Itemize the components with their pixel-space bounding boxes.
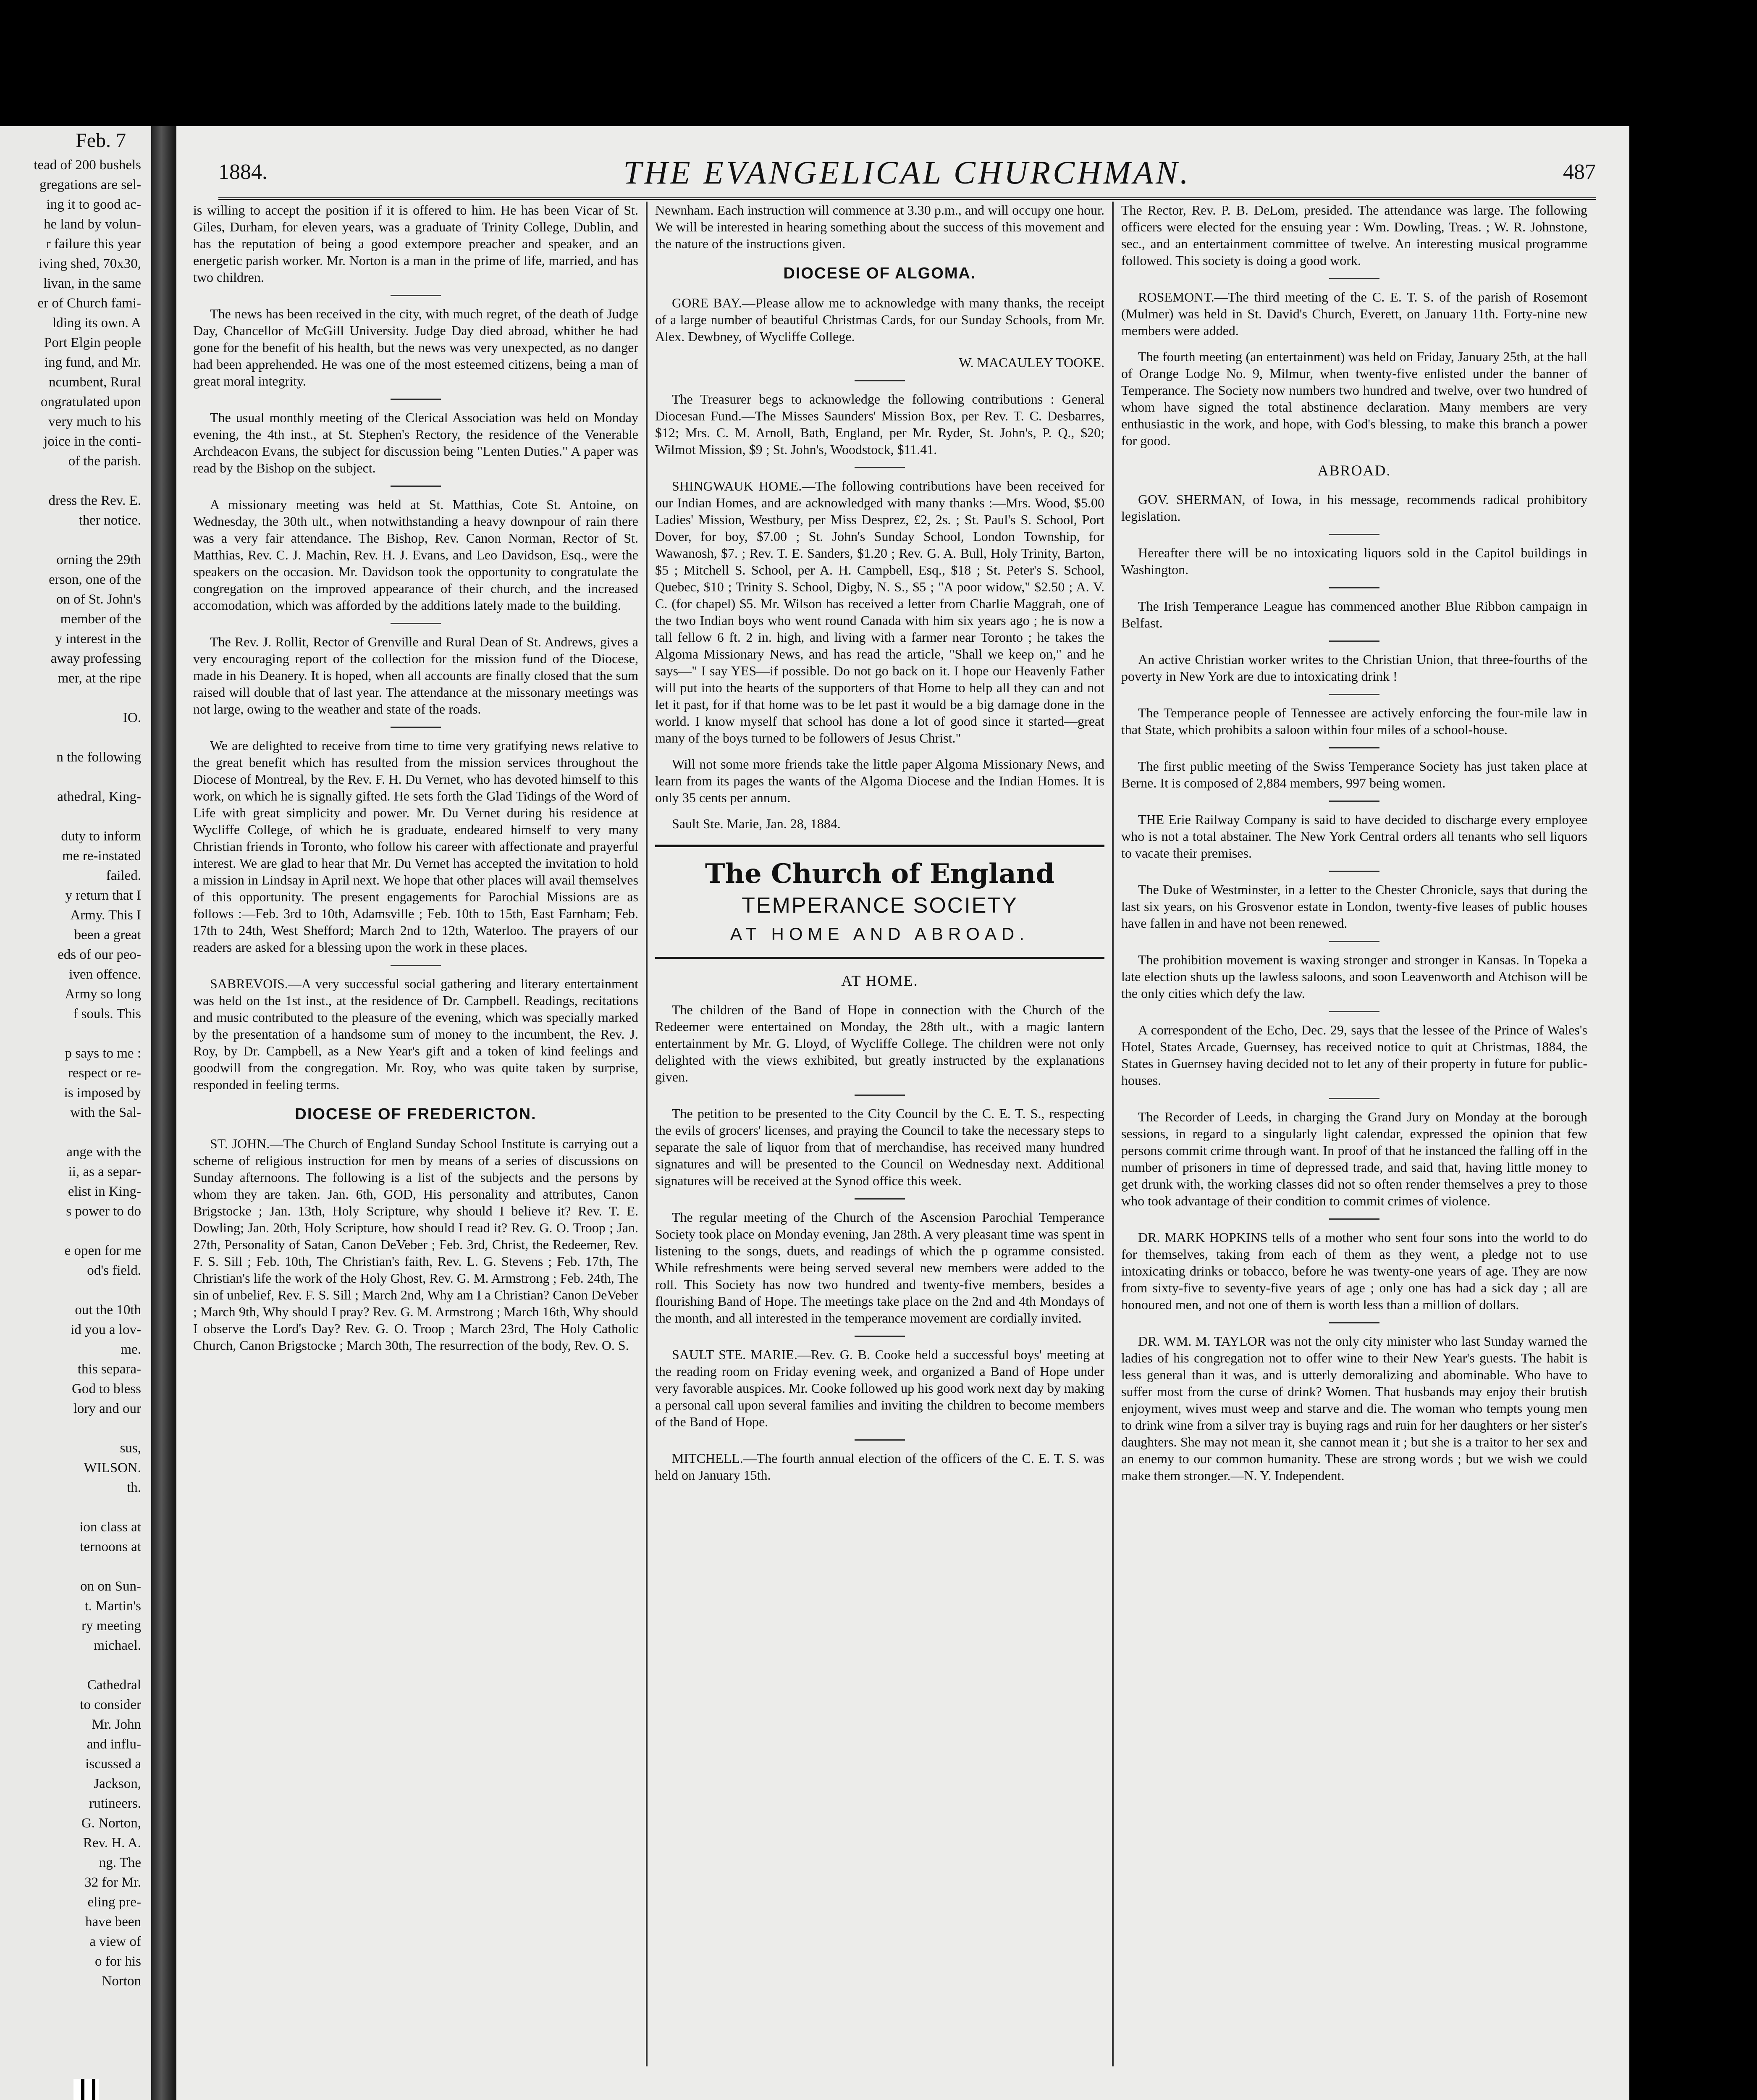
article-paragraph: The fourth meeting (an entertainment) was held on Friday, January 25th, at the hall of Orange Lodge No. 9, Milmur, when twenty-five enlisted under the banner of Temperance. The Society now numbers two hundred and twelve, over two hundred of whom have signed the total abstinence declaration. Many members are very enthusiastic in the work, and hope, with God's blessing, to make this branch a power for good. <box>1121 349 1587 448</box>
facing-page-line: respect or re- <box>68 1066 141 1081</box>
facing-page-line: Mr. John <box>92 1717 141 1732</box>
facing-page-line: y interest in the <box>55 631 141 646</box>
article-paragraph: MITCHELL.—The fourth annual election of the officers of the C. E. T. S. was held on January 15th. <box>655 1451 1104 1483</box>
facing-page-line: of the parish. <box>68 454 141 469</box>
line-gap <box>0 1419 151 1438</box>
line-gap <box>0 728 151 748</box>
dateline: Sault Ste. Marie, Jan. 28, 1884. <box>672 816 841 831</box>
facing-page-line: r failure this year <box>46 236 141 252</box>
facing-page-line: away professing <box>50 651 141 666</box>
facing-page-line: Rev. H. A. <box>83 1835 141 1851</box>
page-number: 487 <box>1563 160 1596 184</box>
line-gap <box>0 688 151 708</box>
facing-page-line: ange with the <box>66 1144 141 1160</box>
facing-page-line: michael. <box>94 1638 141 1653</box>
article-paragraph: A correspondent of the Echo, Dec. 29, says that the lessee of the Prince of Wales's Hotel, States Arcade, Guernsey, has received notice to quit at Christmas, 1884, the States in Guernsey having decided not to let any of their property in future for public-houses. <box>1121 1022 1587 1088</box>
facing-page-line: with the Sal- <box>70 1105 141 1120</box>
facing-page-line: dress the Rev. E. <box>48 493 141 508</box>
facing-page-line: Port Elgin people <box>44 335 141 350</box>
column-rule <box>646 202 648 2066</box>
facing-page-line: me re-instated <box>62 848 141 864</box>
line-gap <box>0 1024 151 1044</box>
facing-page-line: er of Church fami- <box>37 296 141 311</box>
facing-page-line: ion class at <box>79 1520 141 1535</box>
facing-page-line: on of St. John's <box>56 592 141 607</box>
facing-page-line: t. Martin's <box>84 1599 141 1614</box>
facing-page-line: been a great <box>74 927 141 942</box>
facing-page-line: s power to do <box>66 1204 141 1219</box>
line-gap <box>0 530 151 550</box>
facing-page-line: on on Sun- <box>80 1579 141 1594</box>
separator <box>1329 941 1379 942</box>
facing-page-line: WILSON. <box>84 1460 141 1475</box>
facing-page-lines <box>0 155 151 1991</box>
signature: W. MACAULEY TOOKE. <box>959 355 1104 370</box>
separator <box>391 295 441 296</box>
facing-page-line: to consider <box>80 1697 141 1712</box>
facing-page-line: ing fund, and Mr. <box>44 355 141 370</box>
article-paragraph: Will not some more friends take the little paper Algoma Missionary News, and learn from its pages the wants of the Algoma Diocese and the Indian Homes. It is only 35 cents per annum. <box>655 756 1104 805</box>
facing-page-line: livan, in the same <box>43 276 141 291</box>
separator <box>1329 640 1379 642</box>
column-2 <box>655 202 1104 2066</box>
separator <box>1329 1322 1379 1323</box>
facing-page-line: ncumbent, Rural <box>49 375 141 390</box>
facing-page-header: Feb. 7 <box>76 129 126 152</box>
banner-subtitle: TEMPERANCE SOCIETY <box>742 893 1018 918</box>
facing-page-line: gregations are sel- <box>39 177 141 192</box>
facing-page-line: rutineers. <box>89 1796 141 1811</box>
section-heading: AT HOME. <box>841 972 918 989</box>
page-header <box>218 151 1596 200</box>
masthead-title: THE EVANGELICAL CHURCHMAN. <box>623 154 1191 191</box>
article-paragraph: DR. WM. M. TAYLOR was not the only city minister who last Sunday warned the ladies of his congregation not to offer wine to their New Year's guests. The habit is less general than it was, and is utterly demoralizing and abominable. Who have to suffer most from the curse of drink? Women. That husbands may enjoy their brutish enjoyment, wives must weep and starve and die. The woman who tempts young men to drink wine from a silver tray is buying rags and ruin for her daughters or her sister's daughters. She may not mean it, she cannot mean it ; but she is a traitor to her sex and an enemy to our common humanity. These are strong words ; but we wish we could make them stronger.—N. Y. Independent. <box>1121 1334 1587 1483</box>
article-paragraph: ROSEMONT.—The third meeting of the C. E. T. S. of the parish of Rosemont (Mulmer) was held in St. David's Church, Everett, on January 11th. Forty-nine new members were added. <box>1121 289 1587 338</box>
facing-page-line: f souls. This <box>73 1006 141 1021</box>
article-paragraph: is willing to accept the position if it is offered to him. He has been Vicar of St. Giles, Durham, for eleven years, was a graduate of Trinity College, Dublin, and has the reputation of being a good extempore preacher and speaker, and an energetic parish worker. Mr. Norton is a man in the prime of life, married, and has two children. <box>193 202 638 285</box>
article-paragraph: The Duke of Westminster, in a letter to the Chester Chronicle, says that during the last six years, on his Grosvenor estate in London, twenty-five leases of public houses have fallen in and have not been renewed. <box>1121 882 1587 931</box>
article-paragraph: The news has been received in the city, with much regret, of the death of Judge Day, Chancellor of McGill University. Judge Day died abroad, whither he had gone for the benefit of his health, but the news was very unexpected, as no danger had been apprehended. He was one of the most esteemed citizens, being a man of great moral integrity. <box>193 306 638 388</box>
facing-page-line: God to bless <box>72 1381 141 1396</box>
article-paragraph: SHINGWAUK HOME.—The following contributions have been received for our Indian Homes, and are acknowledged with many thanks :—Mrs. Wood, $5.00 Ladies' Mission, Westbury, per Miss Desprez, £2, 2s. ; St. Paul's S. School, Port Dover, for boy, $7.00 ; St. John's Sunday School, London Township, for Wawanosh, $7. ; Rev. T. E. Sanders, $1.20 ; Rev. G. A. Bull, Holy Trinity, Barton, $5 ; Mitchell S. School, per A. H. Campbell, Esq., $18 ; St. Peter's S. School, Quebec, $10 ; Trinity S. School, Digby, N. S., $5 ; "A poor widow," $2.50 ; A. V. C. (for chapel) $5. Mr. Wilson has received a letter from Charlie Maggrah, one of the two Indian boys who went round Canada with him six years ago ; he is now a tall fellow 6 ft. 2 in. high, and living with a farmer near Toronto ; he takes the Algoma Missionary News, and has read the article, "Shall we keep on," and he says—" I say YES—if possible. Do not go back on it. I hope our Heavenly Father will put into the hearts of the supporters of that Home to help all they can and not let it past, for if that home was to be let past it would be a big damage done in the world. I know myself that school has done a lot of good since it started—great many of the boys turned to be followers of Jesus Christ." <box>655 478 1104 746</box>
section-heading: DIOCESE OF FREDERICTON. <box>295 1105 537 1123</box>
facing-page-line: eds of our peo- <box>58 947 141 962</box>
facing-page-line: iving shed, 70x30, <box>39 256 141 271</box>
section-heading: DIOCESE OF ALGOMA. <box>783 265 976 282</box>
article-paragraph: The prohibition movement is waxing stronger and stronger in Kansas. In Topeka a late election shuts up the lawless saloons, and soon Leavenworth and Atchison will be the only cities which defy the law. <box>1121 952 1587 1001</box>
article-paragraph: The Irish Temperance League has commenced another Blue Ribbon campaign in Belfast. <box>1121 598 1587 630</box>
separator <box>391 399 441 400</box>
facing-page-line: e open for me <box>64 1243 141 1258</box>
section-heading: ABROAD. <box>1317 462 1391 479</box>
separator <box>1329 694 1379 695</box>
article-paragraph: ST. JOHN.—The Church of England Sunday School Institute is carrying out a scheme of religious instruction for men by means of a series of discussions on Sunday afternoons. The following is a list of the subjects and the persons by whom they are taken. Jan. 6th, GOD, His personality and attributes, Canon Brigstocke ; Jan. 13th, Holy Scripture, why should I believe it? Rev. T. E. Dowling; Jan. 20th, Holy Scripture, how should I read it? Rev. G. O. Troop ; Jan. 27th, Personality of Satan, Canon DeVeber ; Feb. 3rd, Christ, the Redeemer, Rev. F. S. Sill ; Feb. 10th, The Christian's faith, Rev. L. G. Stevens ; Feb. 17th, The Christian's life the work of the Holy Ghost, Rev. G. M. Armstrong ; Feb. 24th, The sin of unbelief, Rev. F. S. Sill ; March 2nd, Why am I a Christian? Canon DeVeber ; March 9th, Why should I pray? Rev. G. M. Armstrong ; March 16th, Why should I observe the Lord's Day? Rev. G. O. Troop ; March 23rd, The Holy Catholic Church, Canon Brigstocke ; March 30th, The resurrection of the body, Rev. O. S. <box>193 1136 638 1353</box>
line-gap <box>0 1123 151 1142</box>
column-rule <box>1112 202 1114 2066</box>
facing-page-line: ng. The <box>99 1855 141 1870</box>
facing-page-line: G. Norton, <box>81 1816 141 1831</box>
line-gap <box>0 471 151 491</box>
facing-page-line: Army. This I <box>70 908 141 923</box>
newspaper-page <box>176 126 1629 2100</box>
facing-page-line: very much to his <box>48 414 141 429</box>
article-paragraph: DR. MARK HOPKINS tells of a mother who sent four sons into the world to do for themselves, taking from each of them as they went, a pledge not to use intoxicating drinks or tobacco, before he was twenty-one years of age. They are now from sixty-five to seventy-five years of age ; only one has had a sick day ; all are honoured men, and not one of them is worth less than a million of dollars. <box>1121 1230 1587 1312</box>
facing-page-line: athedral, King- <box>57 789 141 804</box>
article-paragraph: Newnham. Each instruction will commence at 3.30 p.m., and will occupy one hour. We will be interested in hearing something about the success of this movement and the nature of the instructions given. <box>655 202 1104 251</box>
facing-page-line: id you a lov- <box>71 1322 141 1337</box>
header-date: 1884. <box>218 160 267 184</box>
line-gap <box>0 1281 151 1300</box>
separator <box>1329 747 1379 748</box>
separator <box>1329 1218 1379 1220</box>
banner-tagline: AT HOME AND ABROAD. <box>730 924 1029 944</box>
facing-page-line: Army so long <box>65 987 141 1002</box>
separator <box>855 380 905 381</box>
column-3 <box>1121 202 1587 2066</box>
facing-page-line: this separa- <box>77 1362 141 1377</box>
facing-page-line: iven offence. <box>69 967 141 982</box>
separator <box>855 467 905 468</box>
article-paragraph: The Treasurer begs to acknowledge the following contributions : General Diocesan Fund.—The Misses Saunders' Mission Box, per Rev. T. C. Desbarres, $12; Mrs. C. M. Arnoll, Bath, England, per Mr. Ryder, St. John's, P. Q., $20; Wilmot Mission, $9 ; St. John's, Woodstock, $11.41. <box>655 391 1104 457</box>
facing-page-fragment <box>0 126 151 2100</box>
facing-page-line: me. <box>121 1342 141 1357</box>
facing-page-line: Norton <box>102 1974 141 1989</box>
line-gap <box>0 1557 151 1577</box>
facing-page-line: ther notice. <box>79 513 141 528</box>
separator <box>855 1198 905 1200</box>
separator <box>1329 587 1379 588</box>
facing-page-line: elist in King- <box>68 1184 141 1199</box>
article-paragraph: GORE BAY.—Please allow me to acknowledge with many thanks, the receipt of a large number of beautiful Christmas Cards, for our Sunday Schools, from Mr. Alex. Dewbney, of Wycliffe College. <box>655 295 1104 344</box>
facing-page-line: he land by volun- <box>44 217 141 232</box>
line-gap <box>0 1498 151 1517</box>
facing-page-line: duty to inform <box>61 829 141 844</box>
facing-page-line: joice in the conti- <box>44 434 141 449</box>
article-paragraph: SAULT STE. MARIE.—Rev. G. B. Cooke held a successful boys' meeting at the reading room on Friday evening week, and organized a Band of Hope under very favorable auspices. Mr. Cooke followed up his good work next day by making a personal call upon several families and inviting the children to become members of the Band of Hope. <box>655 1347 1104 1429</box>
separator <box>855 1095 905 1096</box>
article-paragraph: GOV. SHERMAN, of Iowa, in his message, recommends radical prohibitory legislation. <box>1121 492 1587 524</box>
film-edge-mark <box>73 2079 99 2100</box>
article-paragraph: THE Erie Railway Company is said to have decided to discharge every employee who is not a total abstainer. The New York Central orders all tenants who sell liquors to vacate their premises. <box>1121 812 1587 861</box>
facing-page-line: out the 10th <box>75 1302 141 1318</box>
facing-page-line: o for his <box>95 1954 141 1969</box>
facing-page-line: n the following <box>56 750 141 765</box>
facing-page-line: member of the <box>60 612 141 627</box>
separator <box>1329 871 1379 872</box>
article-paragraph: An active Christian worker writes to the Christian Union, that three-fourths of the poverty in New York are due to intoxicating drink ! <box>1121 652 1587 684</box>
facing-page-line: orning the 29th <box>56 552 141 567</box>
separator <box>1329 278 1379 279</box>
facing-page-line: IO. <box>123 710 141 725</box>
facing-page-line: ing it to good ac- <box>46 197 141 212</box>
line-gap <box>0 767 151 787</box>
separator <box>1329 801 1379 802</box>
separator <box>855 1336 905 1337</box>
facing-page-line: th. <box>127 1480 141 1495</box>
column-1 <box>193 202 638 2066</box>
facing-page-line: ongratulated upon <box>40 394 141 410</box>
facing-page-line: mer, at the ripe <box>58 671 141 686</box>
facing-page-line: ry meeting <box>81 1618 141 1633</box>
article-paragraph: SABREVOIS.—A very successful social gathering and literary entertainment was held on the 1st inst., at the residence of Dr. Campbell. Readings, recitations and music contributed to the pleasure of the evening, which was specially marked by the presentation of a handsome sum of money to the incumbent, the Rev. J. Roy, by Dr. Campbell, as a New Year's gift and a token of kind feelings and goodwill from the congregation. Mr. Roy, who was quite taken by surprise, responded in feeling terms. <box>193 976 638 1092</box>
separator <box>391 965 441 966</box>
facing-page-line: and influ- <box>87 1737 141 1752</box>
separator <box>1329 534 1379 535</box>
separator <box>391 623 441 624</box>
facing-page-line: a view of <box>89 1934 141 1949</box>
facing-page-line: lding its own. A <box>52 315 141 331</box>
separator <box>1329 1098 1379 1099</box>
line-gap <box>0 1656 151 1675</box>
article-paragraph: We are delighted to receive from time to time very gratifying news relative to the great benefit which has resulted from the mission services throughout the Diocese of Montreal, by the Rev. F. H. Du Vernet, who has devoted himself to this work, on which he is signally gifted. He sets forth the Glad Tidings of the Word of Life with great simplicity and power. Mr. Du Vernet during his residence at Wycliffe College, of which he is graduate, endeared himself to very many Christian friends in Toronto, who follow his career with affectionate and prayerful interest. We are glad to hear that Mr. Du Vernet has accepted the invitation to hold a mission in Lindsay in April next. We hope that other places will avail themselves of this opportunity. The present engagements for Parochial Missions are as follows :—Feb. 3rd to 10th, Adamsville ; Feb. 10th to 15th, East Farnham; Feb. 17th to 24th, West Shefford; March 2nd to 12th, Waterloo. The prayers of our readers are asked for a blessing upon the work in these places. <box>193 738 638 955</box>
facing-page-line: ii, as a separ- <box>68 1164 141 1179</box>
article-paragraph: The Recorder of Leeds, in charging the Grand Jury on Monday at the borough sessions, in regard to a singularly light calendar, expressed the opinion that few persons commit crime through want. In proof of that he instanced the falling off in the number of prisoners in time of depressed trade, and said that, having little money to get drunk with, the working classes did not so often render themselves a prey to those who took advantage of their condition to commit crimes of violence. <box>1121 1109 1587 1208</box>
separator <box>391 486 441 487</box>
facing-page-line: tead of 200 bushels <box>34 158 141 173</box>
article-paragraph: A missionary meeting was held at St. Matthias, Cote St. Antoine, on Wednesday, the 30th ult., when notwithstanding a heavy downpour of rain there was a very fair attendance. The Bishop, Rev. Canon Norman, Rector of St. Matthias, Rev. C. J. Machin, Rev. H. J. Evans, and Leo Davidson, Esq., were the speakers on the occasion. Mr. Davidson took the opportunity to congratulate the congregation on the improved appearance of their church, and the increased accomodation, which was afforded by the additions lately made to the building. <box>193 497 638 613</box>
line-gap <box>0 1221 151 1241</box>
article-paragraph: The Temperance people of Tennessee are actively enforcing the four-mile law in that State, which prohibits a saloon within four miles of a school-house. <box>1121 705 1587 737</box>
article-paragraph: The Rector, Rev. P. B. DeLom, presided. The attendance was large. The following officers were elected for the ensuing year : Wm. Dowling, Treas. ; W. R. Johnstone, sec., and an entertainment committee of twelve. An interesting musical programme followed. This society is doing a good work. <box>1121 202 1587 268</box>
article-paragraph: The petition to be presented to the City Council by the C. E. T. S., respecting the evils of grocers' licenses, and praying the Council to take the necessary steps to separate the sale of liquor from that of merchandise, has received many hundred signatures and will be presented to the Council on Wednesday next. Additional signatures will be received at the Synod office this week. <box>655 1106 1104 1188</box>
facing-page-line: Jackson, <box>94 1776 141 1791</box>
facing-page-line: p says to me : <box>65 1046 141 1061</box>
facing-page-line: y return that I <box>65 888 141 903</box>
article-paragraph: The Rev. J. Rollit, Rector of Grenville and Rural Dean of St. Andrews, gives a very encouraging report of the collection for the mission fund of the Diocese, made in his Deanery. It is hoped, when all accounts are finally closed that the sum raised will double that of last year. The attendance at the missonary meetings was not large, owing to the weather and state of the roads. <box>193 634 638 717</box>
facing-page-line: failed. <box>106 868 141 883</box>
facing-page-line: ternoons at <box>80 1539 141 1554</box>
banner-title: The Church of England <box>705 858 1055 890</box>
temperance-society-banner <box>655 845 1104 959</box>
facing-page-line: lory and our <box>73 1401 141 1416</box>
article-paragraph: The children of the Band of Hope in connection with the Church of the Redeemer were entertained on Monday, the 28th ult., with a magic lantern entertainment by Mr. G. Lloyd, of Wycliffe College. The children were not only delighted with the views exhibited, but greatly instructed by the explanations given. <box>655 1002 1104 1084</box>
article-paragraph: Hereafter there will be no intoxicating liquors sold in the Capitol buildings in Washington. <box>1121 545 1587 577</box>
facing-page-line: od's field. <box>87 1263 141 1278</box>
facing-page-line: sus, <box>120 1441 141 1456</box>
line-gap <box>0 807 151 827</box>
facing-page-line: iscussed a <box>85 1756 141 1772</box>
article-paragraph: The first public meeting of the Swiss Temperance Society has just taken place at Berne. It is composed of 2,884 members, 997 being women. <box>1121 759 1587 790</box>
separator <box>1329 1011 1379 1012</box>
facing-page-line: eling pre- <box>87 1895 141 1910</box>
facing-page-line: Cathedral <box>87 1677 141 1693</box>
facing-page-line: erson, one of the <box>49 572 141 587</box>
separator <box>391 727 441 728</box>
facing-page-line: 32 for Mr. <box>84 1875 141 1890</box>
facing-page-line: have been <box>85 1914 141 1929</box>
article-paragraph: The regular meeting of the Church of the Ascension Parochial Temperance Society took place on Monday evening, Jan 28th. A very pleasant time was spent in listening to the songs, duets, and readings of which the p ogramme consisted. While refreshments were being served several new members were added to the roll. This Society has now two hundred and twenty-five members, besides a flourishing Band of Hope. The meetings take place on the 2nd and 4th Mondays of the month, and all interested in the temperance movement are cordially invited. <box>655 1210 1104 1326</box>
book-gutter <box>151 126 176 2100</box>
article-paragraph: The usual monthly meeting of the Clerical Association was held on Monday evening, the 4th inst., at St. Stephen's Rectory, the residence of the Venerable Archdeacon Evans, the subject for discussion being "Lenten Duties." A paper was read by the Bishop on the subject. <box>193 410 638 475</box>
facing-page-line: is imposed by <box>64 1085 141 1100</box>
separator <box>855 1439 905 1441</box>
